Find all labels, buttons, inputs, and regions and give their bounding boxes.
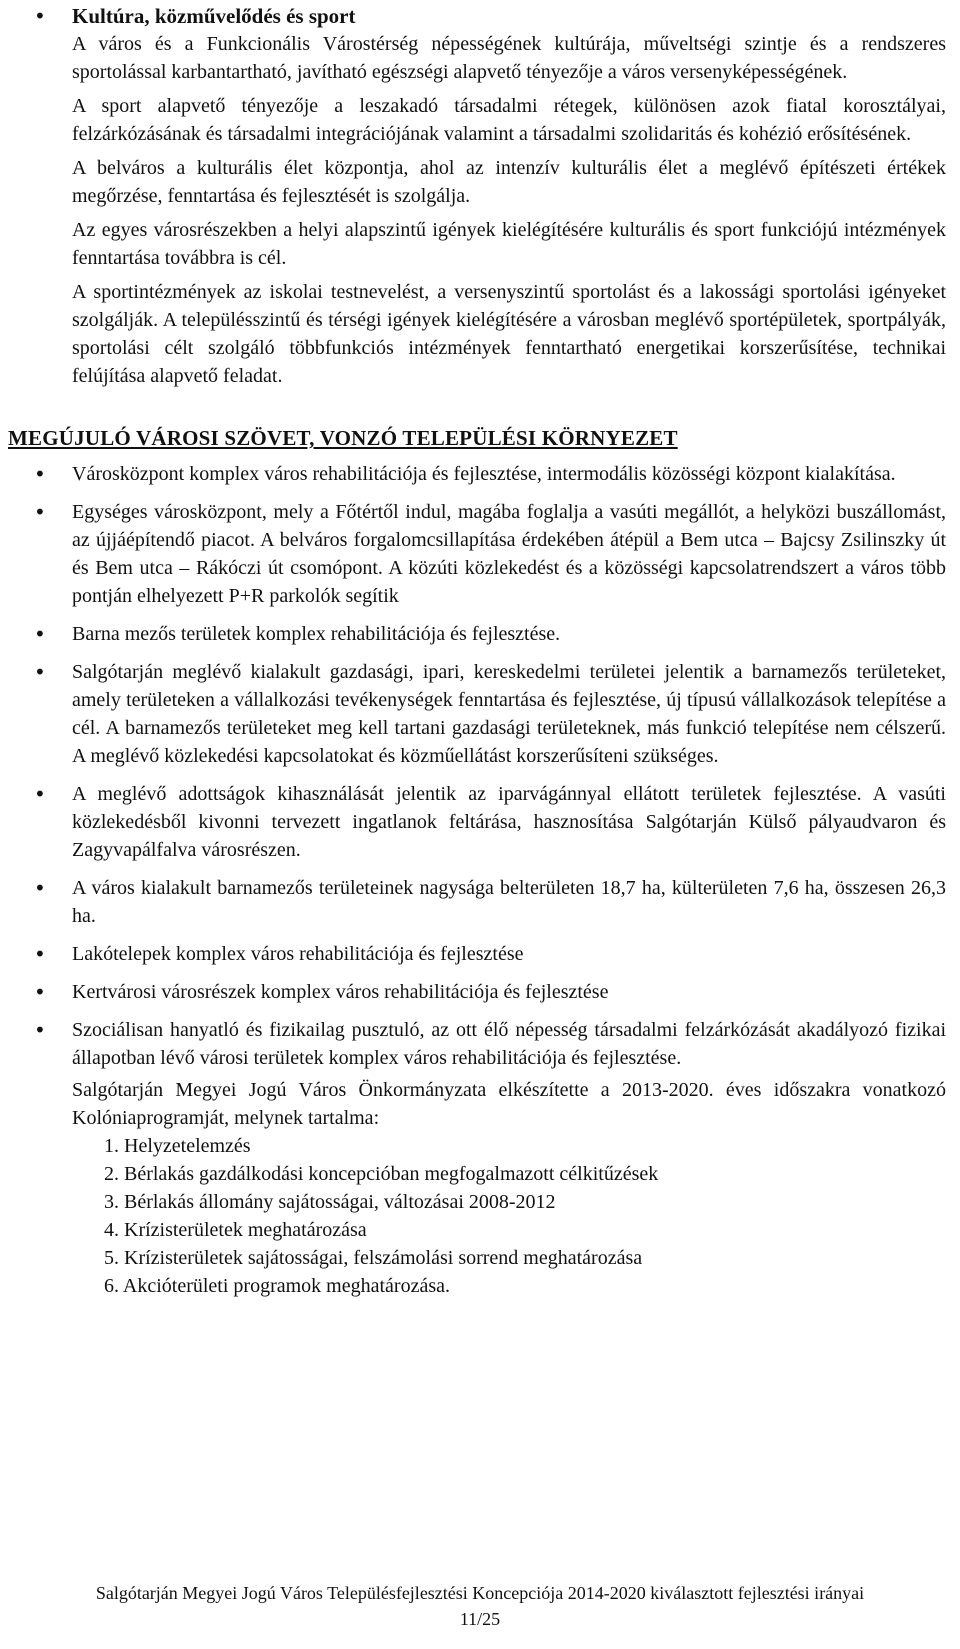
list-item [0,874,960,930]
list-item: 4. Krízisterületek meghatározása [104,1219,367,1241]
list-item: 2. Bérlakás gazdálkodási koncepcióban megfogalmazott célkitűzések [104,1163,659,1185]
list-item: 3. Bérlakás állomány sajátosságai, változásai 2008-2012 [104,1191,556,1213]
list-item: 6. Akcióterületi programok meghatározása. [104,1275,450,1297]
page-number: 11/25 [459,1609,501,1629]
kultura-paragraph: A sport alapvető tényezője a leszakadó társadalmi rétegek, különösen azok fiatal korosztályai, felzárkózásának és társadalmi integrációjának valamint a társadalmi szolidaritás és kohézió erősítésének. [72,95,946,145]
kultura-paragraph: A város és a Funkcionális Várostérség népességének kultúrája, műveltségi szintje és a rendszeres sportolással karbantartható, javítható egészségi alapvető tényezője a város versenyképességének. [72,33,946,83]
list-item [0,498,960,610]
list-item [0,658,960,770]
list-item-text: Egységes városközpont, mely a Főtértől indul, magába foglalja a vasúti megállót, a helyközi buszállomást, az újjáépítendő piacot. A belváros forgalomcsillapítása érdekében átépül a Bem utca – Bajcsy Zsilinszky út és Bem utca – Rákóczi út csomópont. A közúti közlekedést és a közösségi kapcsolatrendszert a város több pontján elhelyezett P+R parkolók segítik [72,501,946,607]
kultura-paragraph: A belváros a kulturális élet központja, ahol az intenzív kulturális élet a meglévő építészeti értékek megőrzése, fenntartása és fejlesztését is szolgálja. [72,157,946,207]
bullet-icon: • [34,660,46,684]
bullet-icon: • [34,876,46,900]
list-item: 1. Helyzetelemzés [104,1135,251,1157]
footer-title: Salgótarján Megyei Jogú Város Településfejlesztési Koncepciója 2014-2020 kiválasztott fejlesztési irányai [95,1583,865,1603]
program-intro: Salgótarján Megyei Jogú Város Önkormányzata elkészítette a 2013-2020. éves időszakra vonatkozó Kolóniaprogramját, melynek tartalma: [72,1079,946,1129]
list-item [0,978,960,1006]
bullet-icon: • [34,980,46,1004]
list-item [0,940,960,968]
list-item [0,1016,960,1072]
kultura-paragraph: A sportintézmények az iskolai testnevelést, a versenyszintű sportolást és a lakossági sportolási igényeket szolgálják. A településszintű és térségi igények kielégítésére a városban meglévő sportépületek, sportpályák, sportolási célt szolgáló többfunkciós intézmények fenntartható energetikai korszerűsítése, technikai felújítása alapvető feladat. [72,281,946,387]
list-item-text: Lakótelepek komplex város rehabilitációja és fejlesztése [72,943,524,965]
megujulo-heading: MEGÚJULÓ VÁROSI SZÖVET, VONZÓ TELEPÜLÉSI KÖRNYEZET [8,426,678,450]
list-item: 5. Krízisterületek sajátosságai, felszámolási sorrend meghatározása [104,1247,643,1269]
bullet-icon: • [34,942,46,966]
program-list [0,1132,960,1300]
list-item-text: Szociálisan hanyatló és fizikailag pusztuló, az ott élő népesség társadalmi felzárkózását akadályozó fizikai állapotban lévő városi területek komplex város rehabilitációja és fejlesztése. [72,1019,946,1069]
list-item [0,620,960,648]
list-item-text: Barna mezős területek komplex rehabilitációja és fejlesztése. [72,623,561,645]
bullet-icon: • [34,622,46,646]
bullet-icon: • [34,782,46,806]
bullet-icon: • [34,462,46,486]
bullet-icon: • [34,500,46,524]
list-item-text: A meglévő adottságok kihasználását jelentik az iparvágánnyal ellátott területek fejlesztése. A vasúti közlekedésből kivonni tervezett ingatlanok feltárása, hasznosítása Salgótarján Külső pályaudvaron és Zagyvapálfalva városrészen. [72,783,946,861]
kultura-section [0,0,960,390]
megujulo-bullet-list [0,460,960,1072]
list-item [0,780,960,864]
bullet-icon: • [34,4,46,28]
spacer [0,396,960,424]
bullet-icon: • [34,1018,46,1042]
list-item-text: Városközpont komplex város rehabilitációja és fejlesztése, intermodális közösségi központ kialakítása. [72,463,896,485]
page-footer [0,1580,960,1632]
kultura-paragraph: Az egyes városrészekben a helyi alapszintű igények kielégítésére kulturális és sport funkciójú intézmények fenntartása továbbra is cél. [72,219,946,269]
list-item [0,460,960,488]
spacer [0,452,960,460]
list-item-text: Salgótarján meglévő kialakult gazdasági, ipari, kereskedelmi területei jelentik a barnamezős területeket, amely területeken a vállalkozási tevékenységek fenntartása és fejlesztése, új típusú vállalkozások telepítése a cél. A barnamezős területeket meg kell tartani gazdasági területeknek, más funkció telepítése nem célszerű. A meglévő közlekedési kapcsolatokat és közműellátást korszerűsíteni szükséges. [72,661,946,767]
kultura-heading: Kultúra, közművelődés és sport [72,4,356,28]
list-item-text: A város kialakult barnamezős területeinek nagysága belterületen 18,7 ha, külterületen 7,6 ha, összesen 26,3 ha. [72,877,946,927]
list-item-text: Kertvárosi városrészek komplex város rehabilitációja és fejlesztése [72,981,609,1003]
